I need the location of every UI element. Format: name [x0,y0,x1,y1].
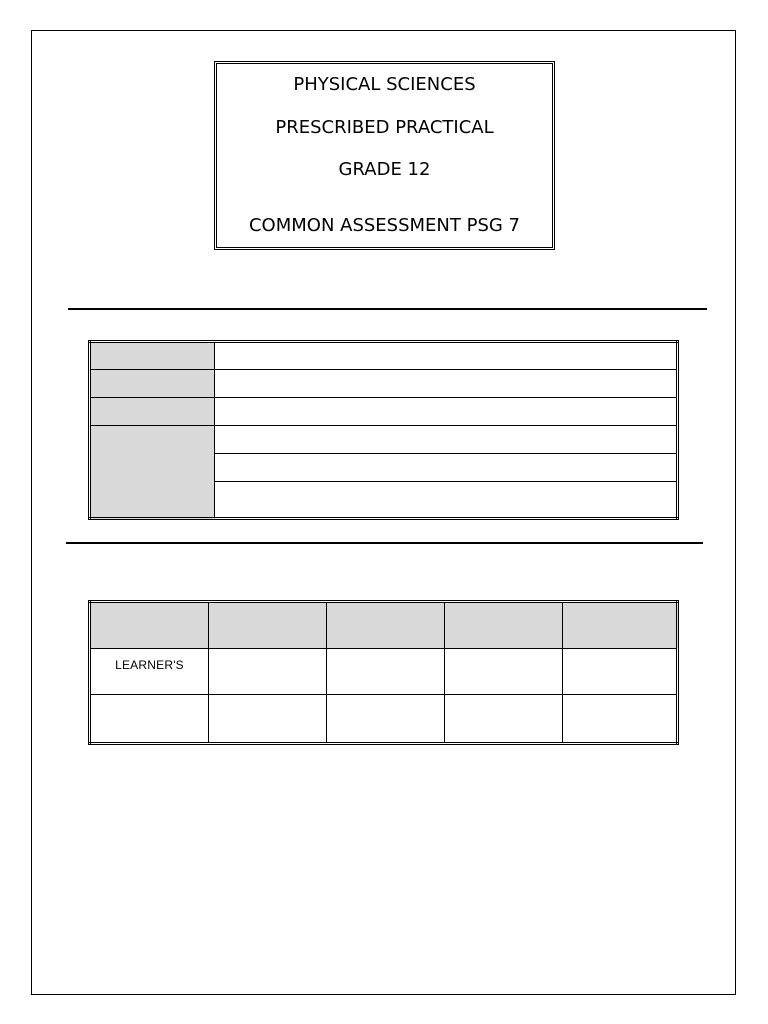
info-value-cell[interactable] [215,426,678,454]
marks-header-cell [445,602,563,649]
info-value-cell[interactable] [215,370,678,398]
subject-title: PHYSICAL SCIENCES [293,74,476,95]
marks-cell[interactable] [327,695,445,744]
marks-table [88,600,679,745]
marks-cell[interactable] [327,649,445,695]
info-label-cell [90,342,215,370]
marks-row [90,695,678,744]
info-row [90,370,678,398]
info-value-cell[interactable] [215,454,678,482]
info-label-cell [90,370,215,398]
info-row [90,342,678,370]
info-row [90,426,678,454]
marks-header-cell [209,602,327,649]
learner-info-table [88,340,679,520]
info-label-cell [90,398,215,426]
marks-cell[interactable] [209,649,327,695]
marks-row-label-cell [90,649,209,695]
marks-cell[interactable] [209,695,327,744]
practical-title: PRESCRIBED PRACTICAL [275,117,494,138]
assessment-title: COMMON ASSESSMENT PSG 7 [248,215,521,236]
info-label-cell [90,426,215,519]
marks-header-cell [563,602,678,649]
info-value-cell[interactable] [215,398,678,426]
marks-header-cell [327,602,445,649]
marks-cell[interactable] [445,695,563,744]
learner-label: LEARNER'S [115,658,184,672]
marks-header-row [90,602,678,649]
top-divider [68,308,707,310]
marks-row-label-cell [90,695,209,744]
grade-title: GRADE 12 [338,159,431,180]
marks-cell[interactable] [445,649,563,695]
info-value-cell[interactable] [215,482,678,519]
title-box [214,61,555,250]
bottom-divider [66,542,703,544]
marks-row [90,649,678,695]
info-value-cell[interactable] [215,342,678,370]
marks-header-cell [90,602,209,649]
marks-cell[interactable] [563,695,678,744]
marks-cell[interactable] [563,649,678,695]
info-row [90,398,678,426]
